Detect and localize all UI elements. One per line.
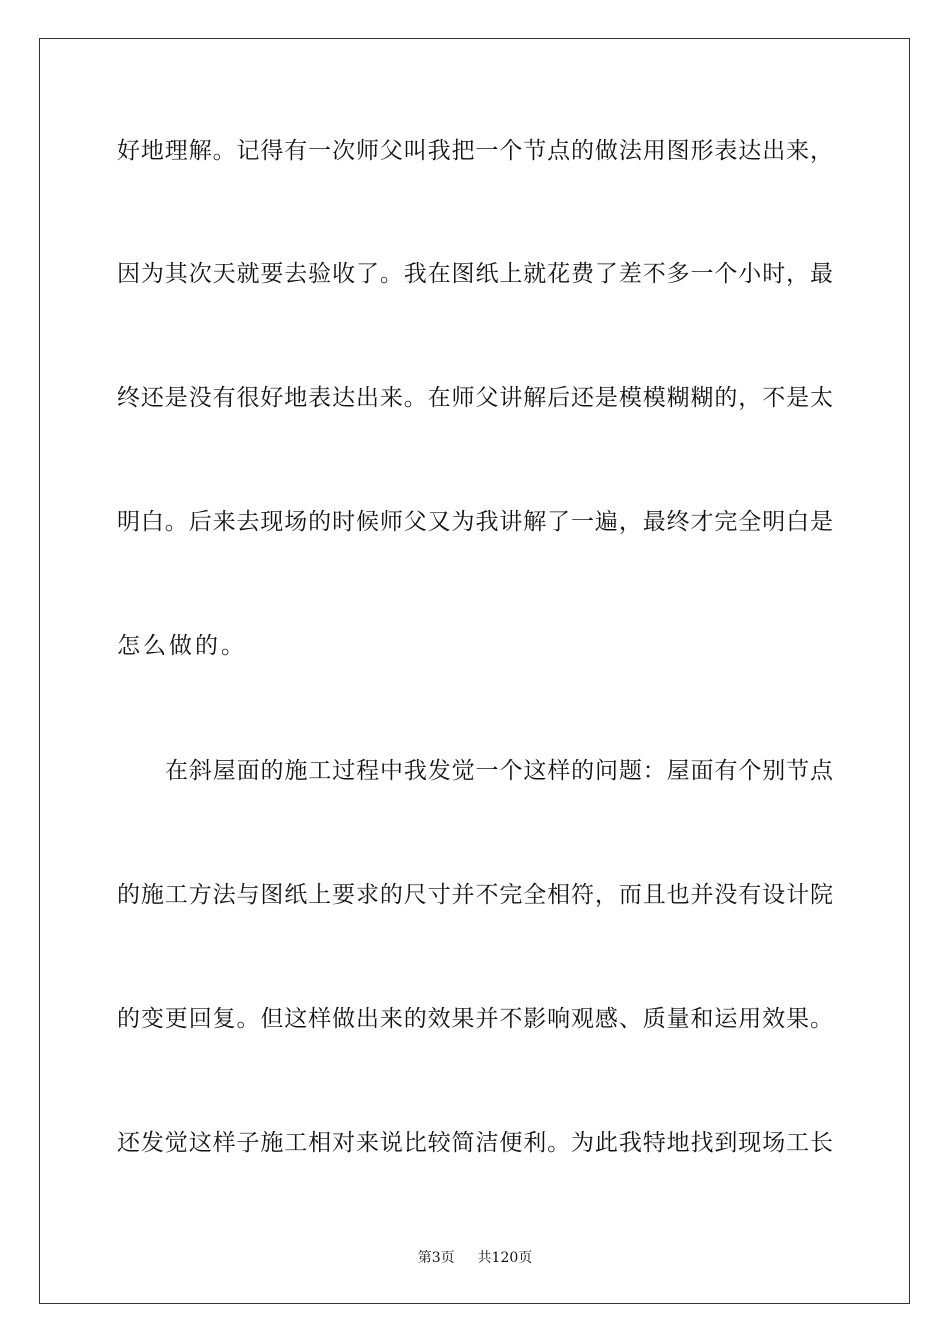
page-number: 第3页 bbox=[417, 1250, 455, 1266]
text-line-2: 因为其次天就要去验收了。我在图纸上就花费了差不多一个小时，最 bbox=[117, 261, 833, 287]
text-line-1: 好地理解。记得有一次师父叫我把一个节点的做法用图形表达出来， bbox=[117, 138, 833, 164]
text-line-4: 明白。后来去现场的时候师父又为我讲解了一遍，最终才完全明白是 bbox=[117, 509, 833, 535]
text-line-5: 怎么做的。 bbox=[117, 633, 247, 659]
paragraph-2-line-3: 的变更回复。但这样做出来的效果并不影响观感、质量和运用效果。 bbox=[117, 1006, 833, 1032]
page-footer bbox=[0, 1248, 950, 1268]
page-border bbox=[39, 38, 910, 1304]
paragraph-2-line-4: 还发觉这样子施工相对来说比较简洁便利。为此我特地找到现场工长 bbox=[117, 1130, 833, 1156]
text-line-3: 终还是没有很好地表达出来。在师父讲解后还是模模糊糊的，不是太 bbox=[117, 385, 833, 411]
paragraph-2-line-1: 在斜屋面的施工过程中我发觉一个这样的问题：屋面有个别节点 bbox=[165, 758, 833, 784]
total-pages: 共120页 bbox=[477, 1250, 533, 1266]
paragraph-2-line-2: 的施工方法与图纸上要求的尺寸并不完全相符，而且也并没有设计院 bbox=[117, 882, 833, 908]
